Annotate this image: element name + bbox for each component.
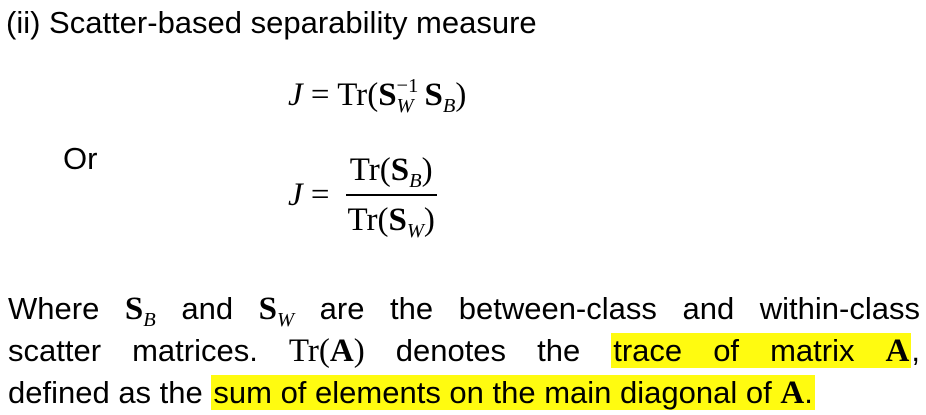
eq2-den-subscript: W (406, 220, 424, 243)
para-and: and (181, 291, 234, 326)
eq2-den-close: ) (423, 202, 435, 238)
paragraph-line-1 (8, 288, 920, 330)
eq1-b-subscript: B (442, 95, 456, 118)
paragraph-line-2 (8, 330, 920, 372)
eq1-open-paren: ( (367, 77, 379, 113)
eq2-denominator (344, 196, 439, 243)
explanation-paragraph (8, 288, 920, 414)
eq2-num-tr: Tr( (349, 152, 391, 188)
paragraph-line-3 (8, 372, 920, 414)
eq1-inverse-exponent: −1 (396, 75, 419, 97)
eq2-fraction (344, 150, 439, 243)
eq1-matrix-sb: S (424, 77, 443, 113)
eq1-lhs: J (288, 77, 303, 113)
equation-trace-ratio (288, 72, 467, 118)
eq2-lhs-group (288, 177, 330, 214)
eq2-num-close: ) (421, 152, 433, 188)
eq2-numerator (346, 150, 437, 196)
highlight-sum-of-diagonal: sum of elements on the main diagonal of A. (213, 375, 813, 411)
para-where: Where (8, 291, 100, 326)
para-tr-a: Tr(A) (288, 333, 365, 369)
eq2-num-matrix: S (390, 152, 410, 188)
para-denotes: denotes the (395, 333, 581, 368)
eq2-den-matrix: S (388, 202, 407, 238)
para-line3-start: defined as the (8, 375, 203, 410)
para-sw: $S_W$ (258, 291, 295, 332)
eq1-close-paren: ) (455, 77, 467, 113)
or-label: Or (63, 141, 98, 176)
highlight-trace-of-matrix: trace of matrix A (613, 333, 910, 369)
eq1-sw-scripts (396, 72, 425, 117)
eq2-lhs: J (288, 176, 303, 213)
para-line2-start: scatter matrices. (8, 333, 258, 368)
eq2-num-subscript: B (409, 170, 422, 193)
eq2-equals: = (310, 176, 330, 213)
section-heading: (ii) Scatter-based separability measure (6, 5, 537, 40)
eq1-equals: = (310, 77, 330, 113)
eq1-tr: Tr (337, 77, 368, 113)
para-line1-rest: are the between-class and within-class (319, 291, 920, 326)
equation-trace-quotient (288, 142, 439, 248)
para-comma: , (911, 333, 920, 368)
eq1-w-subscript: W (396, 95, 414, 117)
eq2-den-tr: Tr( (347, 202, 389, 238)
eq1-matrix-sw: S (378, 77, 397, 113)
para-sb: $S_B$ (124, 291, 156, 332)
